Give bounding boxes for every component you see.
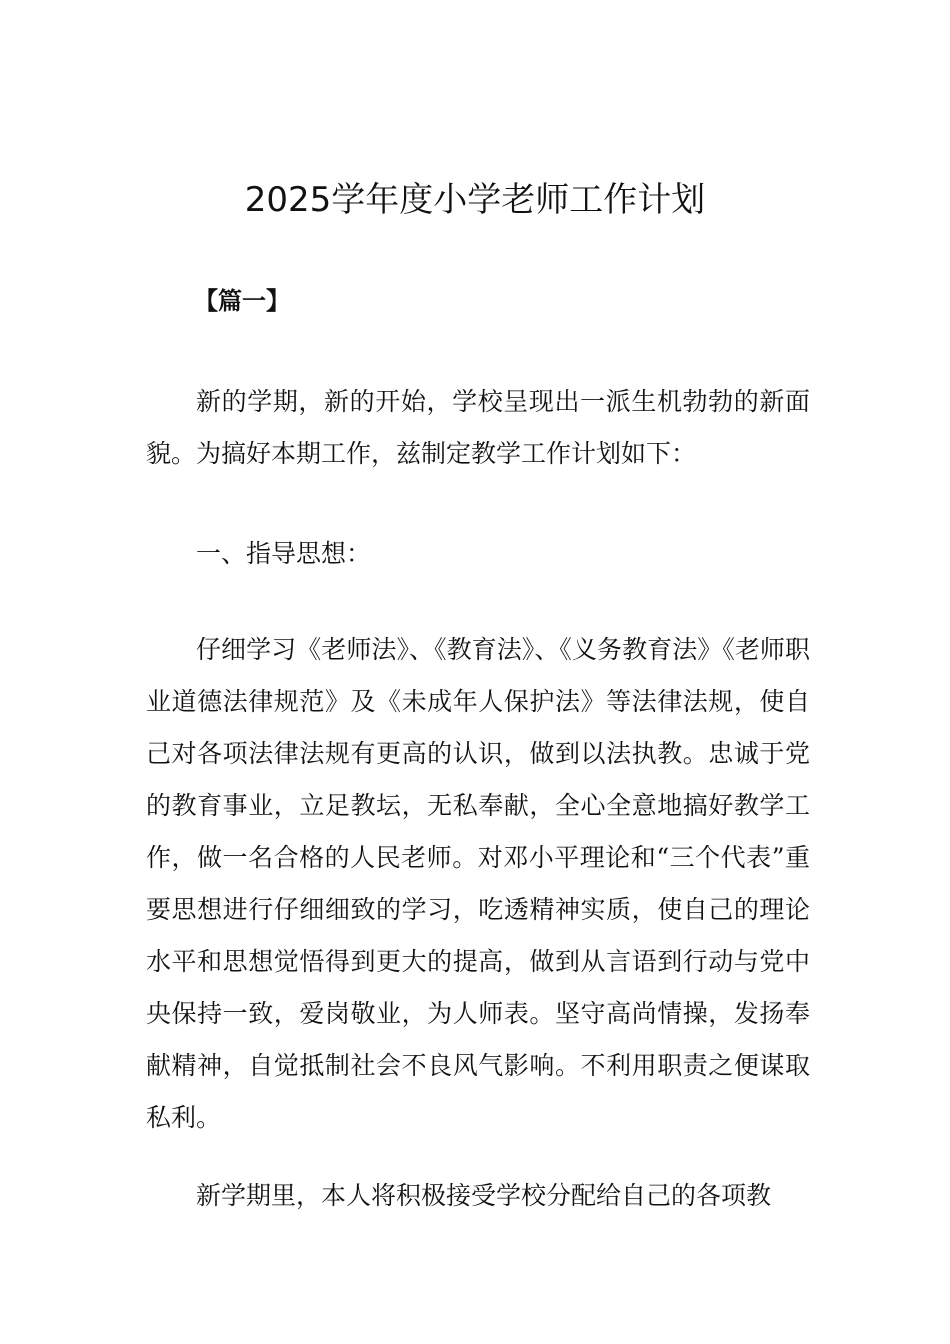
guiding-ideology-paragraph: 仔细学习《老师法》、《教育法》、《义务教育法》《老师职业道德法律规范》及《未成年人保护法》等法律法规，使自己对各项法律法规有更高的认识，做到以法执教。忠诚于党的教育事业，立足教坛，无私奉献，全心全意地搞好教学工作，做一名合格的人民老师。对邓小平理论和“三个代表”重要思想进行仔细细致的学习，吃透精神实质，使自己的理论水平和思想觉悟得到更大的提高，做到从言语到行动与党中央保持一致，爱岗敬业，为人师表。坚守高尚情操，发扬奉献精神，自觉抵制社会不良风气影响。不利用职责之便谋取私利。	[146, 635, 810, 1132]
section-heading-guiding-ideology: 一、指导思想：	[196, 539, 372, 568]
document-title: 2025学年度小学老师工作计划	[244, 180, 706, 220]
intro-paragraph: 新的学期，新的开始，学校呈现出一派生机勃勃的新面貌。为搞好本期工作，兹制定教学工作计划如下：	[146, 387, 810, 468]
new-semester-paragraph: 新学期里，本人将积极接受学校分配给自己的各项教	[196, 1181, 772, 1210]
section-label: 【篇一】	[194, 286, 290, 315]
